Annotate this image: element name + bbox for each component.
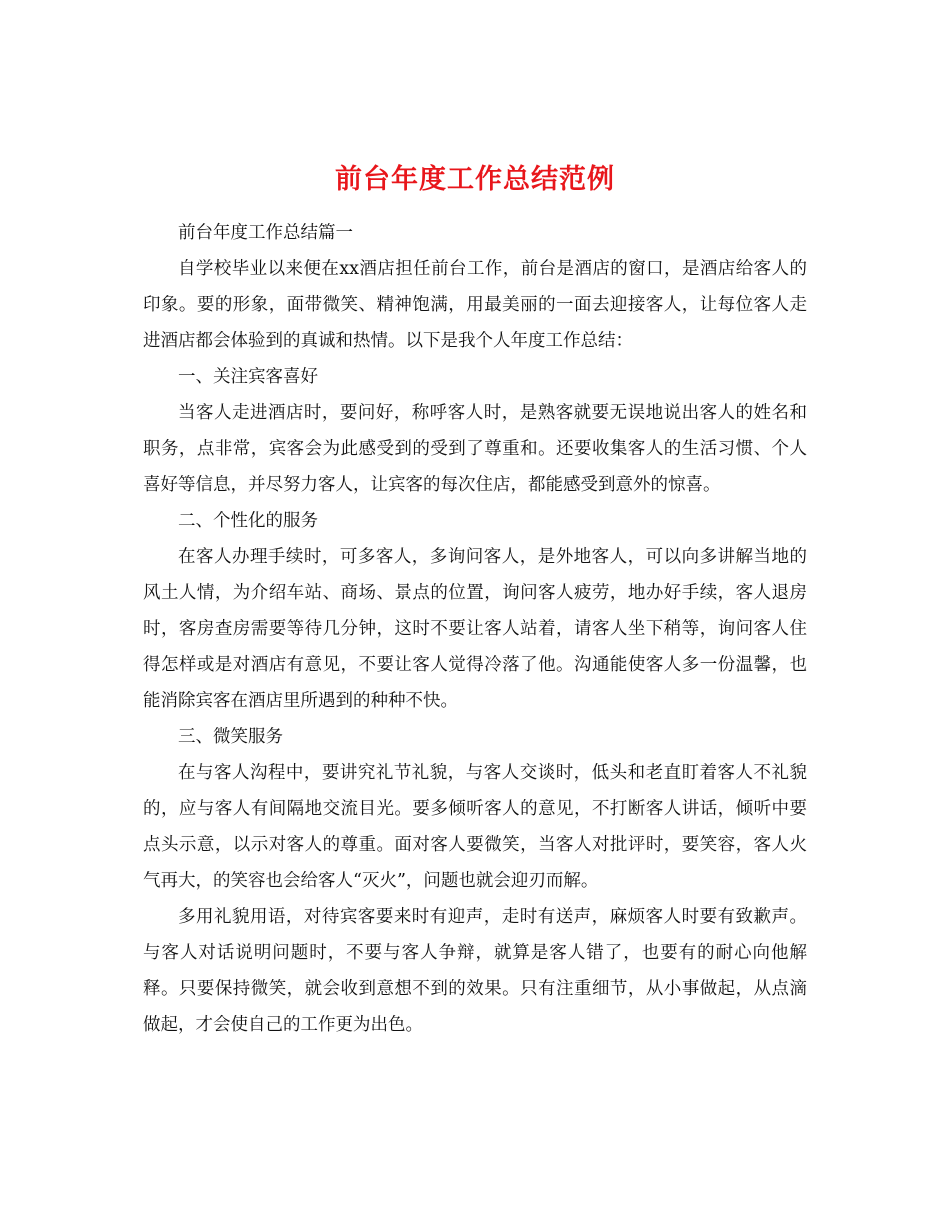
paragraph: 在客人办理手续时，可多客人，多询问客人，是外地客人，可以向多讲解当地的风土人情，为介绍车站、商场、景点的位置，询问客人疲劳，地办好手续，客人退房时，客房查房需要等待几分钟，这时不要让客人站着，请客人坐下稍等，询问客人住得怎样或是对酒店有意见，不要让客人觉得冷落了他。沟通能使客人多一份温馨，也能消除宾客在酒店里所遇到的种种不快。 [143, 547, 807, 711]
section-heading: 三、微笑服务 [178, 727, 283, 747]
paragraph: 当客人走进酒店时，要问好，称呼客人时，是熟客就要无误地说出客人的姓名和职务，点非常，宾客会为此感受到的受到了尊重和。还要收集客人的生活习惯、个人喜好等信息，并尽努力客人，让宾客的每次住店，都能感受到意外的惊喜。 [143, 403, 807, 495]
paragraph: 在与客人沟程中，要讲究礼节礼貌，与客人交谈时，低头和老直盯着客人不礼貌的，应与客人有间隔地交流目光。要多倾听客人的意见，不打断客人讲话，倾听中要点头示意，以示对客人的尊重。面对客人要微笑，当客人对批评时，要笑容，客人火气再大，的笑容也会给客人“灭火”，问题也就会迎刃而解。 [143, 763, 807, 891]
paragraph: 自学校毕业以来便在xx酒店担任前台工作，前台是酒店的窗口，是酒店给客人的印象。要的形象，面带微笑、精神饱满，用最美丽的一面去迎接客人，让每位客人走进酒店都会体验到的真诚和热情。以下是我个人年度工作总结： [143, 259, 807, 351]
paragraph: 多用礼貌用语，对待宾客要来时有迎声，走时有送声，麻烦客人时要有致歉声。与客人对话说明问题时，不要与客人争辩，就算是客人错了，也要有的耐心向他解释。只要保持微笑，就会收到意想不到的效果。只有注重细节，从小事做起，从点滴做起，才会使自己的工作更为出色。 [143, 907, 807, 1035]
document-title: 前台年度工作总结范例 [335, 164, 615, 196]
document-body [143, 215, 807, 1043]
section-heading: 前台年度工作总结篇一 [178, 223, 353, 243]
section-heading: 二、个性化的服务 [178, 511, 318, 531]
section-heading: 一、关注宾客喜好 [178, 367, 318, 387]
